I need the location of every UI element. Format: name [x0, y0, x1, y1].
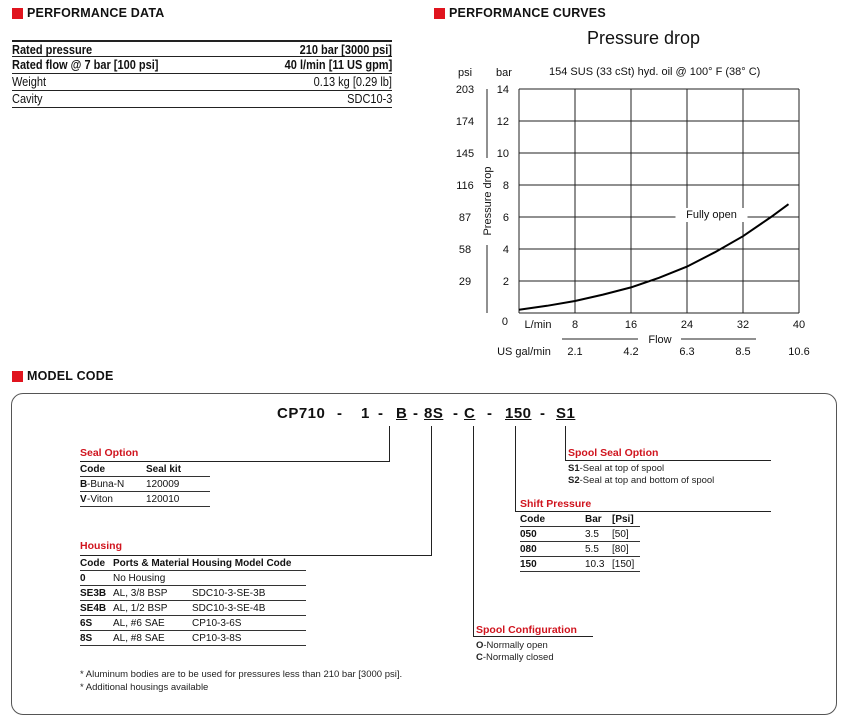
model-code-spool-config: C — [464, 405, 476, 422]
table-cell: [50] — [612, 529, 629, 540]
y-tick-label-psi: 29 — [458, 276, 472, 288]
table-header-row — [80, 556, 306, 571]
seal-option-table — [80, 462, 210, 507]
table-cell: SDC10-3-SE-4B — [192, 603, 266, 614]
performance-data-row — [12, 91, 392, 108]
model-code-dash: - — [337, 405, 342, 422]
y-tick-label-psi: 87 — [458, 212, 472, 224]
table-header-cell: [Psi] — [612, 514, 634, 525]
seal-option-title: Seal Option — [80, 447, 139, 459]
table-cell: B — [80, 479, 88, 490]
table-cell: 3.5 — [585, 529, 599, 540]
table-row — [80, 492, 210, 507]
model-code-seal: B — [396, 405, 408, 422]
table-header-cell: Ports & Material — [113, 558, 190, 569]
table-cell: [80] — [612, 544, 629, 555]
model-code-dash: - — [487, 405, 492, 422]
connector-spool-seal-v — [565, 426, 566, 461]
model-code-spool-seal: S1 — [556, 405, 576, 422]
y-tick-label-psi: 203 — [455, 84, 475, 96]
table-cell: AL, #8 SAE — [113, 633, 165, 644]
model-code-part-1: 1 — [361, 405, 370, 422]
housing-note-1: * Aluminum bodies are to be used for pressures less than 210 bar [3000 psi]. — [80, 669, 403, 680]
table-cell: AL, 3/8 BSP — [113, 588, 168, 599]
table-header-cell: Code — [80, 464, 105, 475]
x-tick-label-lpm: 24 — [680, 319, 694, 331]
spool-config-item-c: C-Normally closed — [476, 652, 554, 663]
table-row — [80, 616, 306, 631]
table-header-cell: Code — [80, 558, 105, 569]
connector-housing-v — [431, 426, 432, 556]
table-cell: 120010 — [146, 494, 180, 505]
connector-spool-config-v — [473, 426, 474, 637]
table-cell: 6S — [80, 618, 93, 629]
model-code-heading: MODEL CODE — [12, 369, 114, 383]
table-row — [520, 557, 640, 572]
model-code-housing: 8S — [424, 405, 444, 422]
y-tick-label-bar: 8 — [502, 180, 509, 192]
connector-spool-seal-h — [565, 460, 771, 461]
red-square-icon — [12, 371, 23, 382]
table-cell: 120009 — [146, 479, 180, 490]
performance-data-value: 210 bar [3000 psi] — [299, 43, 392, 57]
table-header-cell: Bar — [585, 514, 602, 525]
x-tick-label-gpm: 8.5 — [735, 346, 751, 358]
series-label-fully-open: Fully open — [686, 209, 737, 221]
model-code-shift-pressure: 150 — [505, 405, 532, 422]
model-code-dash: - — [453, 405, 458, 422]
performance-data-label: Rated pressure — [12, 43, 93, 57]
table-cell: No Housing — [113, 573, 166, 584]
table-cell: CP10-3-8S — [192, 633, 242, 644]
spool-seal-item-s2: S2-Seal at top and bottom of spool — [568, 475, 715, 486]
performance-data-value: SDC10-3 — [346, 92, 392, 106]
housing-title: Housing — [80, 540, 122, 552]
x-tick-label-lpm: 32 — [736, 319, 750, 331]
chart-title: Pressure drop — [587, 28, 701, 48]
table-header-row — [520, 512, 640, 527]
model-code-dash: - — [413, 405, 418, 422]
y-tick-label-psi: 116 — [456, 180, 474, 192]
table-cell: 10.3 — [585, 559, 605, 570]
table-cell: SDC10-3-SE-3B — [192, 588, 266, 599]
table-row — [80, 571, 306, 586]
table-header-cell: Housing Model Code — [192, 558, 292, 569]
x-tick-label-lpm: 16 — [624, 319, 638, 331]
table-row — [80, 601, 306, 616]
x-tick-label-lpm: 40 — [792, 319, 806, 331]
connector-spool-config-h — [473, 636, 593, 637]
x-tick-label-gpm: 10.6 — [788, 346, 810, 358]
table-cell: 050 — [520, 529, 537, 540]
performance-data-label: Cavity — [12, 92, 43, 106]
shift-pressure-table — [520, 512, 640, 572]
series-line-fully-open — [519, 204, 789, 310]
red-square-icon — [12, 8, 23, 19]
table-row — [80, 477, 210, 492]
table-row — [520, 542, 640, 557]
pressure-drop-chart — [440, 60, 840, 365]
table-row — [520, 527, 640, 542]
red-square-icon — [434, 8, 445, 19]
x-axis-label: Flow — [648, 334, 672, 346]
model-code-box — [11, 393, 837, 715]
table-cell: 0 — [80, 573, 86, 584]
x-tick-label-lpm: 8 — [571, 319, 579, 331]
y-tick-label-psi: 58 — [458, 244, 472, 256]
y-unit-bar: bar — [496, 67, 512, 79]
table-cell: 8S — [80, 633, 93, 644]
model-code-dash: - — [378, 405, 383, 422]
spool-config-item-o: O-Normally open — [476, 640, 548, 651]
table-cell: CP10-3-6S — [192, 618, 242, 629]
table-cell: 5.5 — [585, 544, 599, 555]
model-code-string — [0, 405, 852, 435]
table-cell: V — [80, 494, 87, 505]
y-tick-label-psi: 145 — [455, 148, 475, 160]
table-cell: [150] — [612, 559, 635, 570]
table-cell: AL, 1/2 BSP — [113, 603, 168, 614]
y-tick-label-bar: 6 — [502, 212, 509, 224]
performance-data-table — [12, 40, 392, 108]
performance-data-row — [12, 74, 392, 91]
spool-seal-option-title: Spool Seal Option — [568, 447, 659, 459]
table-header-cell: Seal kit — [146, 464, 182, 475]
performance-data-row — [12, 57, 392, 74]
y-tick-label-bar: 0 — [501, 316, 508, 328]
x-tick-label-gpm: 2.1 — [567, 346, 583, 358]
x-tick-label-gpm: 4.2 — [623, 346, 639, 358]
y-tick-label-bar: 4 — [502, 244, 509, 256]
x-tick-label-gpm: 6.3 — [679, 346, 695, 358]
model-code-dash: - — [540, 405, 545, 422]
y-tick-label-bar: 2 — [502, 276, 509, 288]
x-unit-lpm: L/min — [524, 319, 552, 331]
y-tick-label-bar: 12 — [496, 116, 509, 128]
shift-pressure-title: Shift Pressure — [520, 498, 592, 510]
chart-subtitle: 154 SUS (33 cSt) hyd. oil @ 100° F (38° C) — [549, 66, 761, 78]
table-cell: 150 — [520, 559, 537, 570]
table-cell: SE3B — [80, 588, 107, 599]
spool-seal-item-s1: S1-Seal at top of spool — [568, 463, 665, 474]
table-cell: SE4B — [80, 603, 107, 614]
spool-configuration-title: Spool Configuration — [476, 624, 577, 636]
table-cell: -Viton — [87, 494, 113, 505]
performance-data-heading: PERFORMANCE DATA — [12, 6, 164, 20]
table-header-row — [80, 462, 210, 477]
table-cell: -Buna-N — [87, 479, 125, 490]
performance-data-value: 0.13 kg [0.29 lb] — [313, 75, 392, 89]
y-tick-label-bar: 14 — [496, 84, 509, 96]
x-unit-gpm: US gal/min — [497, 346, 551, 358]
y-unit-psi: psi — [457, 67, 473, 79]
table-cell: 080 — [520, 544, 537, 555]
housing-note-2: * Additional housings available — [80, 682, 209, 693]
performance-curves-heading: PERFORMANCE CURVES — [434, 6, 606, 20]
table-row — [80, 586, 306, 601]
table-row — [80, 631, 306, 646]
performance-data-row — [12, 40, 392, 57]
performance-data-label: Weight — [12, 75, 47, 89]
y-tick-label-psi: 174 — [455, 116, 475, 128]
housing-table — [80, 556, 306, 646]
connector-seal-v — [389, 426, 390, 462]
connector-shift-v — [515, 426, 516, 512]
table-header-cell: Code — [520, 514, 545, 525]
y-tick-label-bar: 10 — [496, 148, 509, 160]
table-cell: AL, #6 SAE — [113, 618, 165, 629]
performance-data-value: 40 l/min [11 US gpm] — [284, 58, 392, 72]
model-code-base: CP710 — [277, 405, 326, 422]
performance-data-label: Rated flow @ 7 bar [100 psi] — [12, 58, 159, 72]
y-axis-label: Pressure drop — [482, 166, 494, 236]
